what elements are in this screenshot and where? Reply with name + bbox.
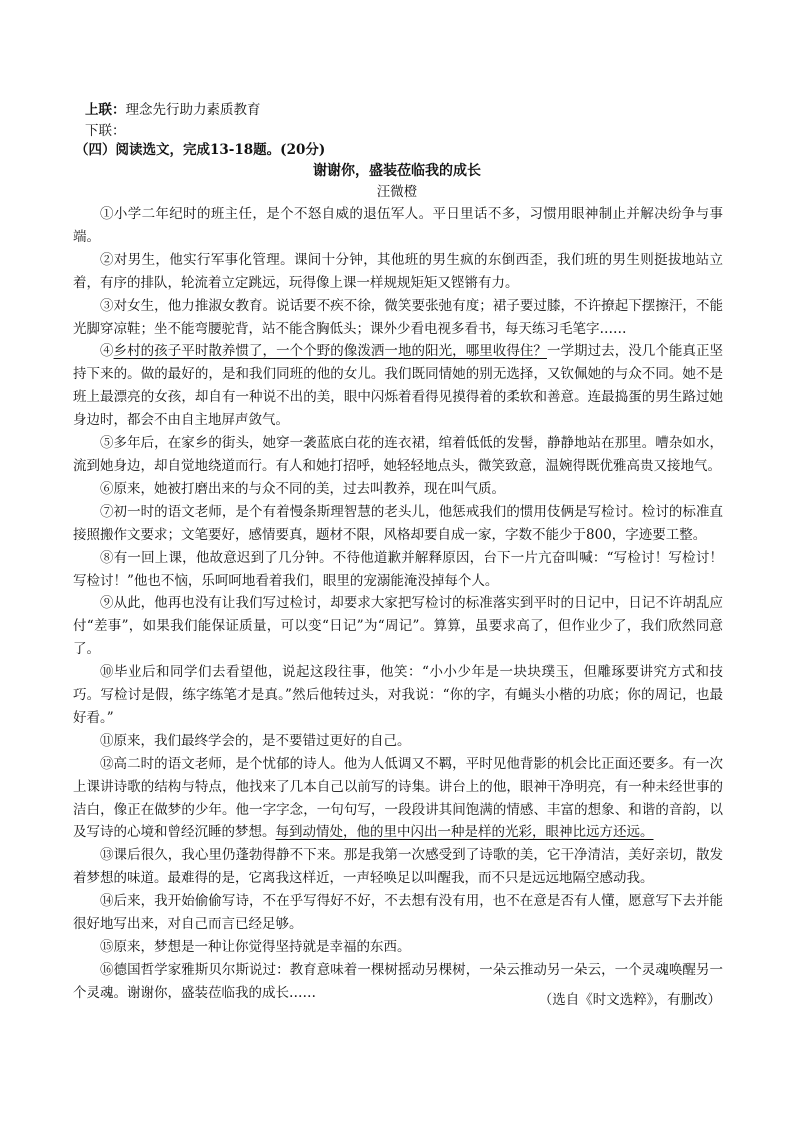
paragraph-text: 后来，我开始偷偷写诗，不在乎写得好不好，不去想有没有用，也不在意是否有人懂，愿意写下去并能很好地写出来，对自己而言已经足够。 xyxy=(73,893,724,933)
lower-couplet-label: 下联： xyxy=(85,123,126,139)
paragraph-number: ⑪ xyxy=(100,732,114,749)
paragraph-text: 课后很久，我心里仍蓬勃得静不下来。那是我第一次感受到了诗歌的美，它干净清洁，美好亲切，散发着梦想的味道。最难得的是，它离我这样近，一声轻唤足以叫醒我，而不只是远远地隔空感动我。 xyxy=(73,847,724,887)
paragraph-2 xyxy=(73,249,723,295)
upper-couplet xyxy=(85,100,261,120)
paragraph-text: 对男生，他实行军事化管理。课间十分钟，其他班的男生疯的东倒西歪，我们班的男生则挺拔地站立着，有序的排队，轮流着立定跳远，玩得像上课一样规规矩矩又铿锵有力。 xyxy=(73,251,724,291)
article-author: 汪微橙 xyxy=(376,184,418,200)
article-title: 谢谢你，盛装莅临我的成长 xyxy=(313,163,481,179)
upper-couplet-label: 上联： xyxy=(85,102,126,118)
paragraph-1 xyxy=(73,203,723,249)
paragraph-text: 原来，她被打磨出来的与众不同的美，过去叫教养，现在叫气质。 xyxy=(113,480,505,497)
paragraph-9 xyxy=(73,592,723,661)
upper-couplet-text: 理念先行助力素质教育 xyxy=(125,102,261,118)
paragraph-number: ⑩ xyxy=(100,664,115,681)
paragraph-text: 一学期过去，没几个能真正坚持下来的。做的最好的，是和我们同班的他的女儿。我们既同情她的别无选择，又钦佩她的与众不同。她不是班上最漂亮的女孩，却自有一种说不出的美，眼中闪烁着看得见摸得着的柔软和善意。连最捣蛋的男生路过她身边时，都会不由自主地屏声敛气。 xyxy=(73,343,724,429)
paragraph-8 xyxy=(73,547,723,593)
source-citation: （选自《时文选粹》，有删改） xyxy=(538,992,721,1008)
paragraph-number: ⑬ xyxy=(100,847,114,864)
lower-couplet xyxy=(85,121,126,141)
paragraph-number: ⑫ xyxy=(100,755,114,772)
paragraph-5 xyxy=(73,432,723,478)
paragraph-text: 多年后，在家乡的街头，她穿一袭蓝底白花的连衣裙，绾着低低的发髻，静静地站在那里。嘈杂如水，流到她身边，却自觉地绕道而行。有人和她打招呼，她轻轻地点头，微笑致意，温婉得既优雅高贵又接地气。 xyxy=(73,435,724,474)
paragraph-number: ⑧ xyxy=(100,549,114,566)
paragraph-3 xyxy=(73,295,723,341)
paragraph-text: 原来，梦想是一种让你觉得坚持就是幸福的东西。 xyxy=(113,939,411,955)
paragraph-number: ⑯ xyxy=(100,961,114,978)
paragraph-number: ② xyxy=(100,251,114,268)
paragraph-text: 德国哲学家雅斯贝尔斯说过：教育意味着一棵树摇动另棵树，一朵云推动另一朵云，一个灵魂唤醒另一个灵魂。谢谢你，盛装莅临我的成长…… xyxy=(73,961,724,1001)
paragraph-11 xyxy=(73,730,723,753)
paragraph-text: 毕业后和同学们去看望他，说起这段往事，他笑：“小小少年是一块块璞玉，但雕琢要讲究方式和技巧。写检讨是假，练字练笔才是真。”然后他转过头，对我说：“你的字，有蝇头小楷的功底；你的周记，也最好看。” xyxy=(73,664,724,726)
paragraph-text: 初一时的语文老师，是个有着慢条斯理智慧的老头儿，他惩戒我们的惯用伎俩是写检讨。检讨的标准直接照搬作文要求；文笔要好，感情要真，题材不限，风格却要自成一家，字数不能少于800，字迹要工整。 xyxy=(73,503,724,543)
paragraph-number: ① xyxy=(100,206,114,222)
paragraph-13 xyxy=(73,844,723,890)
paragraph-12 xyxy=(73,753,723,845)
paragraph-number: ④ xyxy=(100,343,114,360)
paragraph-text: 有一回上课，他故意迟到了几分钟。不待他道歉并解释原因，台下一片亢奋叫喊：“写检讨！写检讨！写检讨！”他也不恼，乐呵呵地看着我们，眼里的宠溺能淹没掉每个人。 xyxy=(73,549,724,589)
paragraph-text: 高二时的语文老师，是个忧郁的诗人。他为人低调又不羁，平时见他背影的机会比正面还要多。有一次上课讲诗歌的结构与特点，他找来了几本自己以前写的诗集。讲台上的他，眼神干净明亮，有一种未经世事的洁白，像正在做梦的少年。他一字字念，一句句写，一段段讲其间饱满的情感、丰富的想象、和谐的音韵，以及写诗的心境和曾经沉睡的梦想。 xyxy=(73,755,724,841)
paragraph-14 xyxy=(73,890,723,936)
paragraph-text: 小学二年纪时的班主任，是个不怒自威的退伍军人。平日里话不多，习惯用眼神制止并解决纷争与事端。 xyxy=(73,206,724,245)
paragraph-number: ⑤ xyxy=(100,435,114,452)
paragraph-number: ⑨ xyxy=(100,595,114,612)
paragraph-number: ⑭ xyxy=(100,893,114,910)
paragraph-text: 原来，我们最终学会的，是不要错过更好的自己。 xyxy=(113,732,411,749)
paragraph-number: ⑥ xyxy=(100,480,114,497)
paragraph-number: ⑦ xyxy=(100,503,114,520)
paragraph-15 xyxy=(73,936,723,959)
paragraph-text: 从此，他再也没有让我们写过检讨，却要求大家把写检讨的标准落实到平时的日记中，日记不许胡乱应付“差事”，如果我们能保证质量，可以变“日记”为“周记”。算算，虽要求高了，但作业少了，我们欣然同意了。 xyxy=(73,595,724,658)
paragraph-number: ⑮ xyxy=(100,939,114,955)
paragraph-6 xyxy=(73,478,723,501)
underlined-sentence: 每到动情处，他的里中闪出一种是样的光彩，眼神比远方还远。 xyxy=(275,824,654,841)
paragraph-7 xyxy=(73,501,723,547)
paragraph-number: ③ xyxy=(100,297,114,314)
article-body xyxy=(73,203,723,1005)
paragraph-10 xyxy=(73,661,723,730)
underlined-sentence: 乡村的孩子平时散养惯了，一个个野的像泼洒一地的阳光，哪里收得住？ xyxy=(113,343,547,360)
paragraph-4 xyxy=(73,340,723,432)
section-heading: （四）阅读选文，完成13-18题。(20分) xyxy=(75,142,326,158)
paragraph-text: 对女生，他力推淑女教育。说话要不疾不徐，微笑要张弛有度；裙子要过膝，不许撩起下摆擦汗，不能光脚穿凉鞋；坐不能弯腰驼背，站不能含胸低头；课外少看电视多看书，每天练习毛笔字…… xyxy=(73,297,724,337)
